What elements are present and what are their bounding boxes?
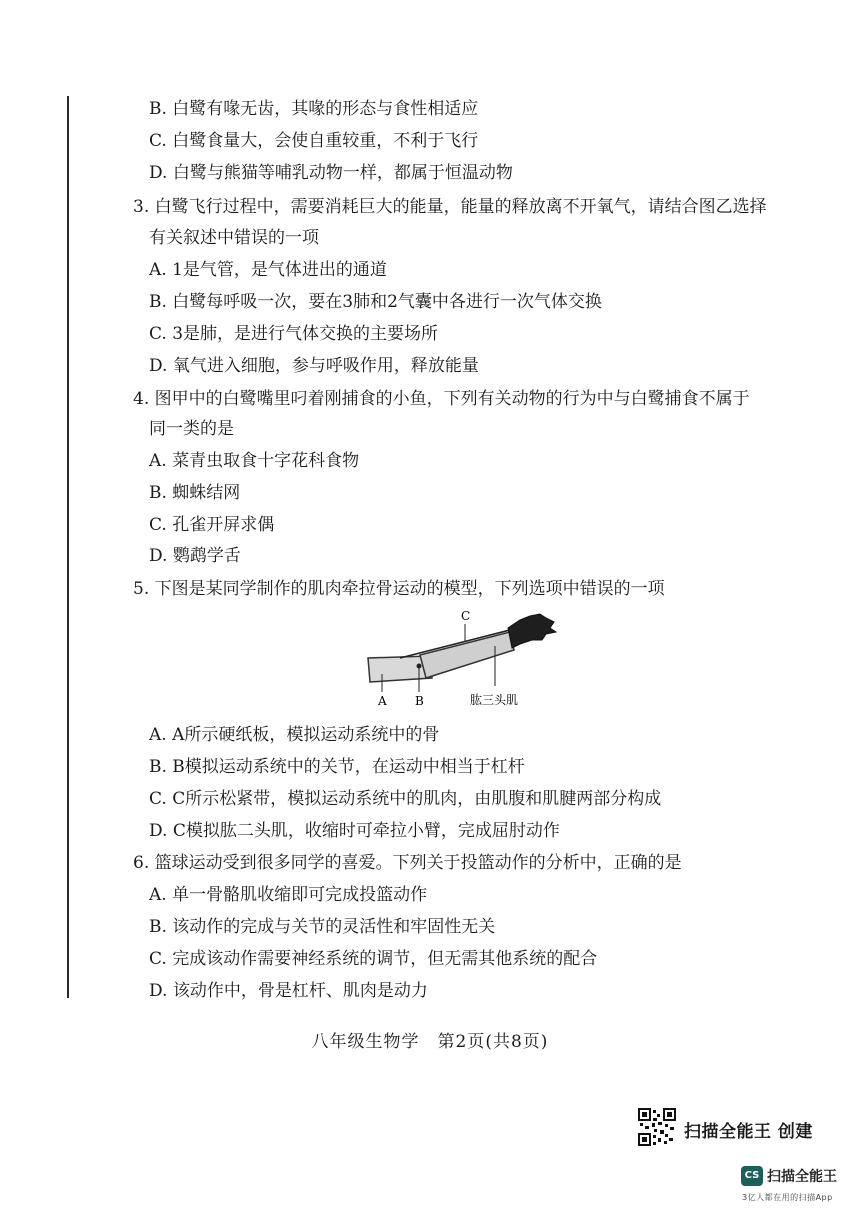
figure-label-a: A [378,694,387,708]
q4-stem-line2: 同一类的是 [149,419,234,439]
figure-label-muscle: 肱三头肌 [470,693,519,707]
margin-rule [67,96,69,998]
q4-stem-line1: 4. 图甲中的白鹭嘴里叼着刚捕食的小鱼，下列有关动物的行为中与白鹭捕食不属于 [133,389,750,409]
figure-label-c: C [461,609,471,623]
q6-option-c: C. 完成该动作需要神经系统的调节，但无需其他系统的配合 [149,949,598,969]
camscanner-logo-icon: CS [741,1166,763,1186]
scanner-created-text: 扫描全能王 创建 [684,1122,813,1142]
q4-option-d: D. 鹦鹉学舌 [149,546,241,566]
q6-option-d: D. 该动作中，骨是杠杆、肌肉是动力 [149,981,428,1001]
q6-option-b: B. 该动作的完成与关节的灵活性和牢固性无关 [149,917,496,937]
q2-option-b: B. 白鹭有喙无齿，其喙的形态与食性相适应 [149,99,479,119]
q5-option-a: A. A所示硬纸板，模拟运动系统中的骨 [149,725,440,745]
q3-option-b: B. 白鹭每呼吸一次，要在3肺和2气囊中各进行一次气体交换 [149,292,602,312]
q4-option-b: B. 蜘蛛结网 [149,483,241,503]
q3-option-d: D. 氧气进入细胞，参与呼吸作用，释放能量 [149,356,479,376]
q2-option-d: D. 白鹭与熊猫等哺乳动物一样，都属于恒温动物 [149,163,513,183]
camscanner-logo-name: 扫描全能王 [767,1169,837,1185]
q5-stem: 5. 下图是某同学制作的肌肉牵拉骨运动的模型，下列选项中错误的一项 [133,579,665,599]
camscanner-tagline: 3亿人都在用的扫描App [742,1193,833,1202]
q3-option-c: C. 3是肺，是进行气体交换的主要场所 [149,324,439,344]
q6-option-a: A. 单一骨骼肌收缩即可完成投篮动作 [149,885,428,905]
joint-pin [417,664,422,669]
glove-icon [508,614,556,648]
page-footer: 八年级生物学 第2页(共8页) [311,1032,549,1052]
q4-option-c: C. 孔雀开屏求偶 [149,515,275,535]
q5-option-d: D. C模拟肱二头肌，收缩时可牵拉小臂，完成屈肘动作 [149,821,560,841]
q3-stem-line2: 有关叙述中错误的一项 [149,228,319,248]
q6-stem: 6. 篮球运动受到很多同学的喜爱。下列关于投篮动作的分析中，正确的是 [133,853,682,873]
forearm-board [420,632,514,678]
arm-model-figure [360,606,560,712]
q2-option-c: C. 白鹭食量大，会使自重较重，不利于飞行 [149,131,479,151]
q5-option-c: C. C所示松紧带，模拟运动系统中的肌肉，由肌腹和肌腱两部分构成 [149,789,662,809]
q3-stem-line1: 3. 白鹭飞行过程中，需要消耗巨大的能量，能量的释放离不开氧气，请结合图乙选择 [133,197,767,217]
qr-code-icon[interactable] [638,1108,676,1146]
q5-option-b: B. B模拟运动系统中的关节，在运动中相当于杠杆 [149,757,525,777]
q4-option-a: A. 菜青虫取食十字花科食物 [149,451,360,471]
figure-label-b: B [415,694,424,708]
q3-option-a: A. 1是气管，是气体进出的通道 [149,260,387,280]
